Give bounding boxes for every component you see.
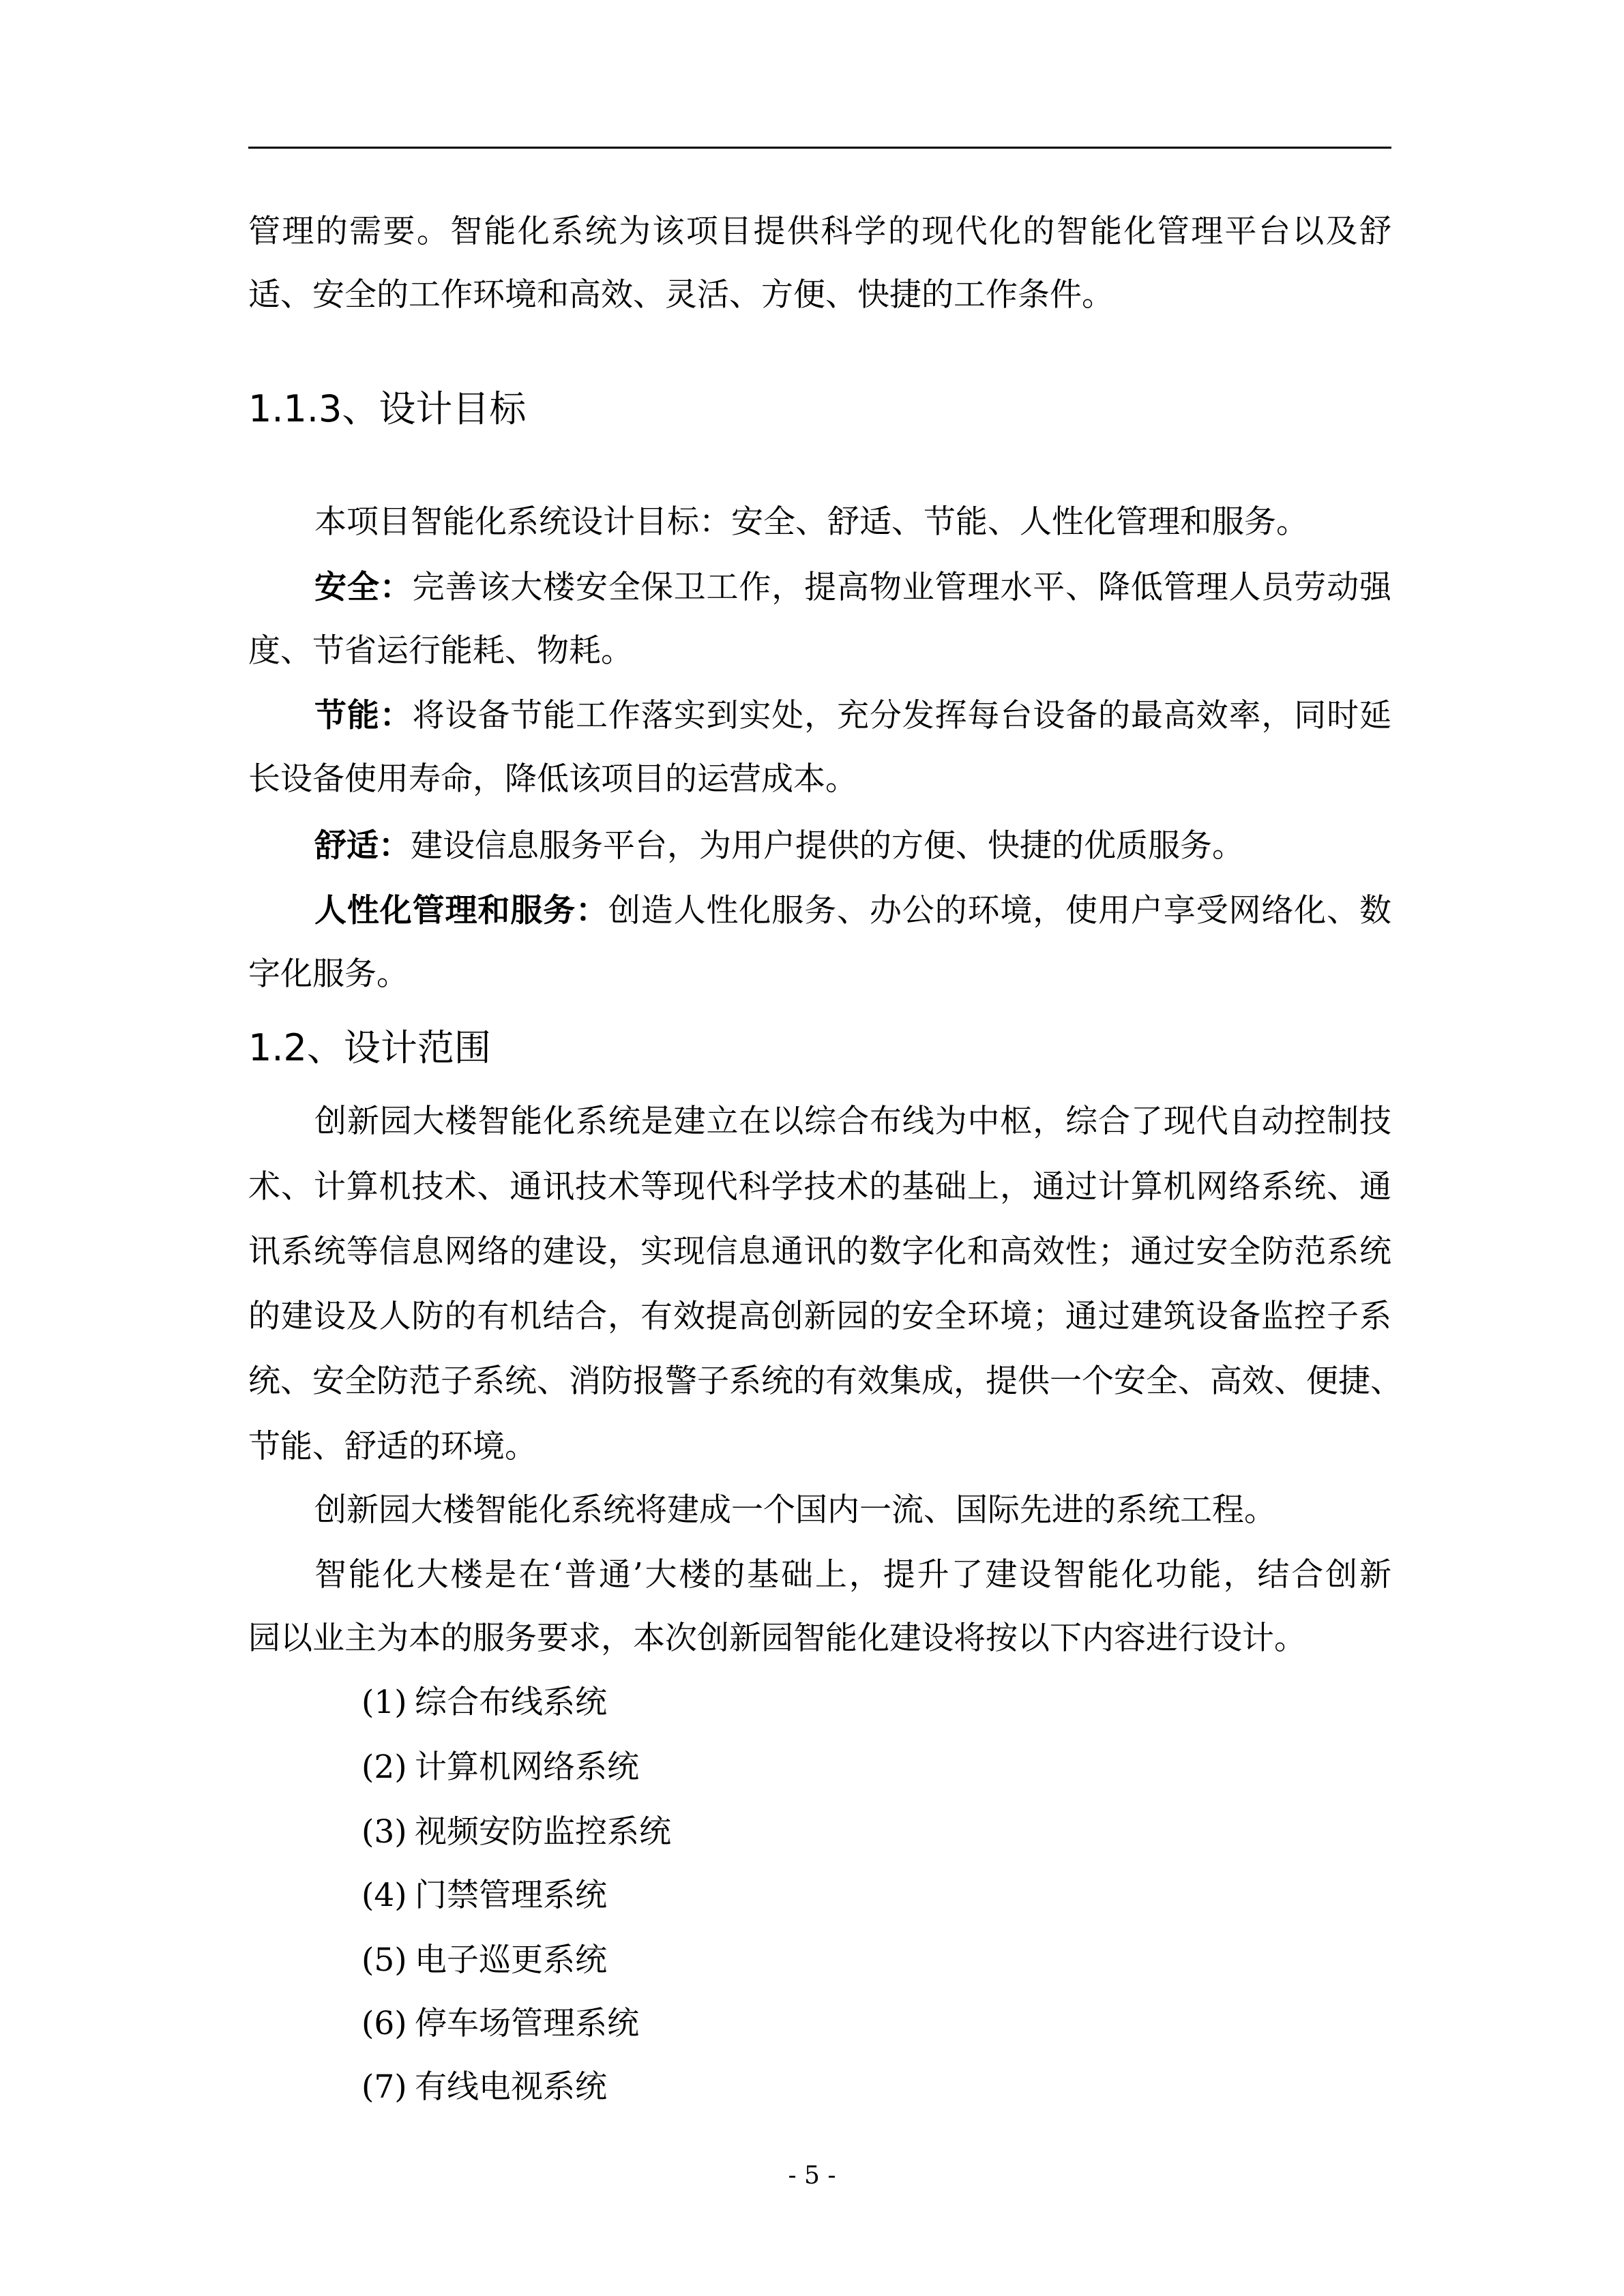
body-line: 智能化大楼是在‘普通’大楼的基础上，提升了建设智能化功能，结合创新 — [314, 1556, 1391, 1594]
list-number: (7) — [361, 2068, 407, 2106]
body-line — [314, 879, 1391, 943]
body-line: 园以业主为本的服务要求，本次创新园智能化建设将按以下内容进行设计。 — [248, 1620, 1306, 1657]
list-item — [361, 1735, 1316, 1800]
list-text: 有线电视系统 — [415, 2068, 607, 2106]
list-number: (1) — [361, 1684, 407, 1721]
body-text: 建设信息服务平台，为用户提供的方便、快捷的优质服务。 — [411, 827, 1244, 865]
section-heading-1-1-3: 1.1.3、设计目标 — [248, 387, 527, 430]
body-line: 创新园大楼智能化系统将建成一个国内一流、国际先进的系统工程。 — [314, 1491, 1276, 1529]
term-label: 舒适： — [314, 827, 411, 865]
list-item — [361, 1928, 1316, 1993]
list-number: (4) — [361, 1877, 407, 1914]
list-text: 计算机网络系统 — [415, 1748, 639, 1786]
body-line: 的建设及人防的有机结合，有效提高创新园的安全环境；通过建筑设备监控子系 — [248, 1298, 1391, 1335]
body-text: 将设备节能工作落实到实处，充分发挥每台设备的最高效率，同时延 — [412, 697, 1391, 734]
term-label: 安全： — [314, 569, 413, 606]
list-number: (6) — [361, 2005, 407, 2042]
list-text: 停车场管理系统 — [415, 2005, 639, 2042]
section-heading-1-2: 1.2、设计范围 — [248, 1026, 491, 1069]
header-rule — [248, 147, 1391, 149]
body-line: 度、节省运行能耗、物耗。 — [248, 632, 633, 670]
body-line — [314, 556, 1391, 620]
body-text: 完善该大楼安全保卫工作，提高物业管理水平、降低管理人员劳动强 — [412, 569, 1391, 606]
body-line — [314, 684, 1391, 748]
list-item — [361, 1992, 1316, 2056]
body-line: 创新园大楼智能化系统是建立在以综合布线为中枢，综合了现代自动控制技 — [314, 1103, 1391, 1140]
list-text: 视频安防监控系统 — [415, 1813, 671, 1851]
body-line: 管理的需要。智能化系统为该项目提供科学的现代化的智能化管理平台以及舒 — [248, 213, 1391, 250]
body-line: 统、安全防范子系统、消防报警子系统的有效集成，提供一个安全、高效、便捷、 — [248, 1362, 1402, 1400]
list-item — [361, 1864, 1316, 1928]
list-text: 综合布线系统 — [415, 1684, 607, 1721]
body-line: 长设备使用寿命，降低该项目的运营成本。 — [248, 760, 857, 798]
list-text: 电子巡更系统 — [415, 1941, 607, 1979]
list-number: (5) — [361, 1941, 407, 1979]
body-line: 节能、舒适的环境。 — [248, 1428, 537, 1465]
body-line: 字化服务。 — [248, 955, 409, 993]
body-line: 讯系统等信息网络的建设，实现信息通讯的数字化和高效性；通过安全防范系统 — [248, 1233, 1391, 1270]
list-item — [361, 1800, 1316, 1864]
list-item — [361, 1671, 1316, 1735]
body-line: 本项目智能化系统设计目标：安全、舒适、节能、人性化管理和服务。 — [314, 503, 1308, 541]
page-number: - 5 - — [788, 2162, 836, 2190]
term-label: 人性化管理和服务： — [314, 892, 608, 929]
body-line: 适、安全的工作环境和高效、灵活、方便、快捷的工作条件。 — [248, 276, 1114, 314]
list-item — [361, 2055, 1316, 2119]
body-text: 创造人性化服务、办公的环境，使用户享受网络化、数 — [608, 892, 1391, 929]
body-line — [314, 814, 1391, 878]
list-number: (3) — [361, 1813, 407, 1851]
term-label: 节能： — [314, 697, 413, 734]
body-line: 术、计算机技术、通讯技术等现代科学技术的基础上，通过计算机网络系统、通 — [248, 1168, 1391, 1206]
list-text: 门禁管理系统 — [415, 1877, 607, 1914]
list-number: (2) — [361, 1748, 407, 1786]
